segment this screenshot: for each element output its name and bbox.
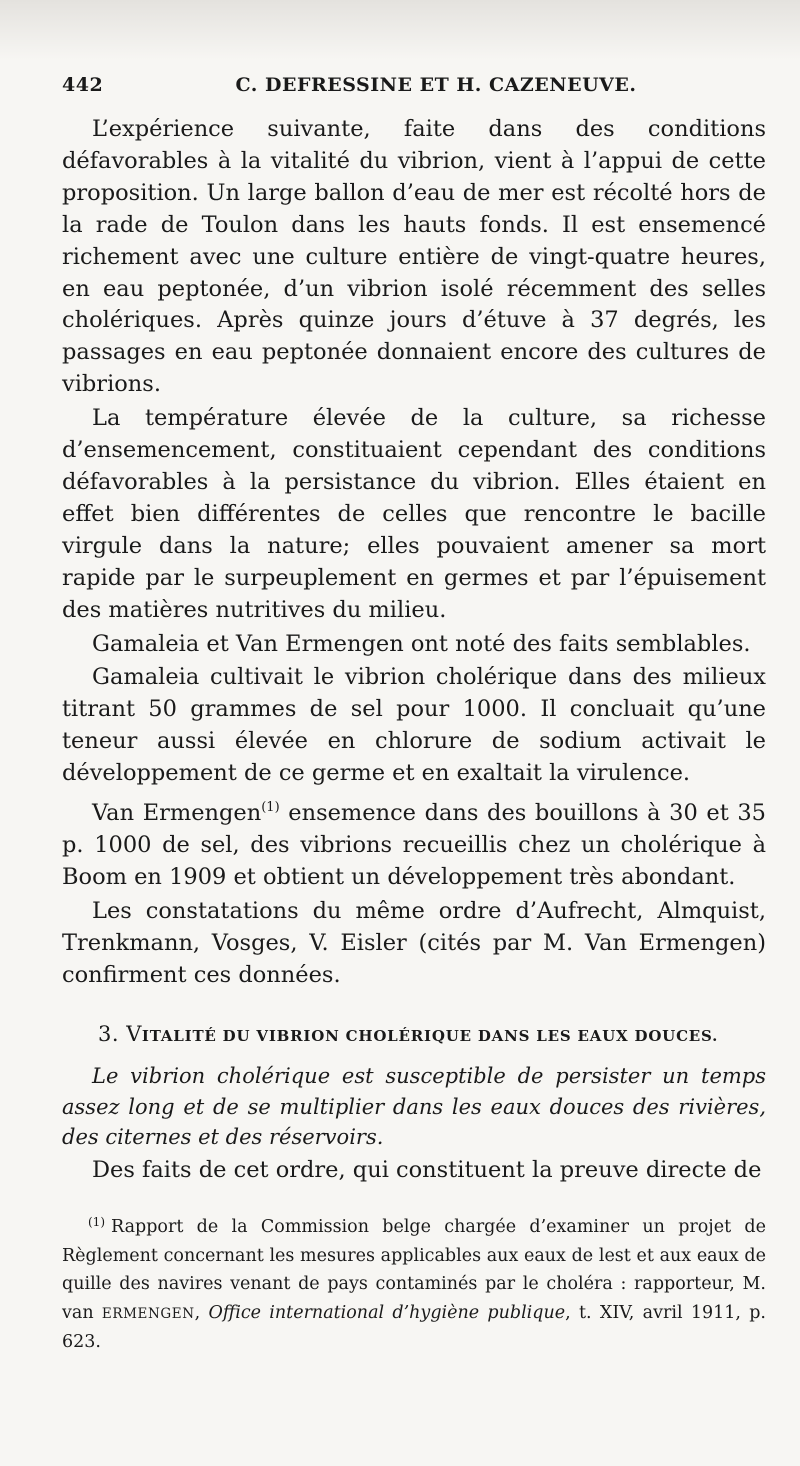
- section-title-initial: V: [126, 1022, 142, 1047]
- page-number: 442: [62, 74, 104, 96]
- section-number: 3.: [98, 1022, 120, 1047]
- paragraph-1: L’expérience suivante, faite dans des conditions défavorables à la vitalité du vibrion, vient à l’appui de cette proposition. Un large ballon d’eau de mer est récolté hors de la rade de Toulon dans les hauts fonds. Il est ensemencé richement avec une culture entière de vingt-quatre heures, en eau peptonée, d’un vibrion isolé récemment des selles cholériques. Après quinze jours d’étuve à 37 degrés, les passages en eau peptonée donnaient encore des cultures de vibrions.: [62, 116, 766, 398]
- paragraph-2: La température élevée de la culture, sa richesse d’ensemencement, constituaient cependant des conditions défavorables à la persistance du vibrion. Elles étaient en effet bien différentes de celles que rencontre le bacille virgule dans la nature; elles pouvaient amener sa mort rapide par le surpeuplement en germes et par l’épuisement des matières nutritives du milieu.: [62, 405, 766, 623]
- paragraph-7: Des faits de cet ordre, qui constituent la preuve directe de: [92, 1156, 762, 1183]
- footnote-author: ERMENGEN: [101, 1305, 195, 1322]
- running-title: C. DEFRESSINE ET H. CAZENEUVE.: [235, 74, 637, 96]
- paragraph-4: Gamaleia cultivait le vibrion cholérique dans des milieux titrant 50 grammes de sel pour 1000. Il concluait qu’une teneur aussi élevée en chlorure de sodium activait le développement de ce germe et en exaltait la virulence.: [62, 664, 766, 787]
- footnote-mark: (1): [88, 1215, 105, 1229]
- running-header: [62, 74, 770, 104]
- page-top-shading: [0, 0, 800, 60]
- paragraph-5-start: Van Ermengen: [92, 800, 262, 827]
- footnote-journal: Office international d’hygiène publique: [208, 1302, 566, 1323]
- section-heading: [62, 1019, 766, 1053]
- footnote-text-c: , t. XIV, avril 1911, p. 623.: [62, 1302, 766, 1352]
- section-title-rest: ITALITÉ DU VIBRION CHOLÉRIQUE DANS LES EAUX DOUCES.: [141, 1027, 719, 1046]
- section-thesis: Le vibrion cholérique est susceptible de persister un temps assez long et de se multiplier dans les eaux douces des rivières, des citernes et des réservoirs.: [62, 1064, 766, 1150]
- paragraph-5: [62, 792, 766, 894]
- footnotes: [62, 1208, 766, 1357]
- footnote-text-b: ,: [194, 1302, 209, 1323]
- paragraph-6: Les constatations du même ordre d’Aufrecht, Almquist, Trenkmann, Vosges, V. Eisler (cités par M. Van Ermengen) confirment ces données.: [62, 897, 766, 988]
- paragraph-3: Gamaleia et Van Ermengen ont noté des faits semblables.: [92, 630, 751, 657]
- paragraph-5-end: ensemence dans des bouillons à 30 et 35 p. 1000 de sel, des vibrions recueillis chez un cholérique à Boom en 1909 et obtient un développement très abondant.: [62, 800, 766, 890]
- footnote-reference[interactable]: (1): [261, 800, 280, 816]
- footnote-text-a: Rapport de la Commission belge chargée d’examiner un projet de Règlement concernant les mesures applicables aux eaux de lest et aux eaux de quille des navires venant de pays contaminés par le choléra : rapporteur, M. van: [62, 1217, 766, 1323]
- body-text: [62, 114, 766, 1187]
- footnote-1: [62, 1208, 766, 1357]
